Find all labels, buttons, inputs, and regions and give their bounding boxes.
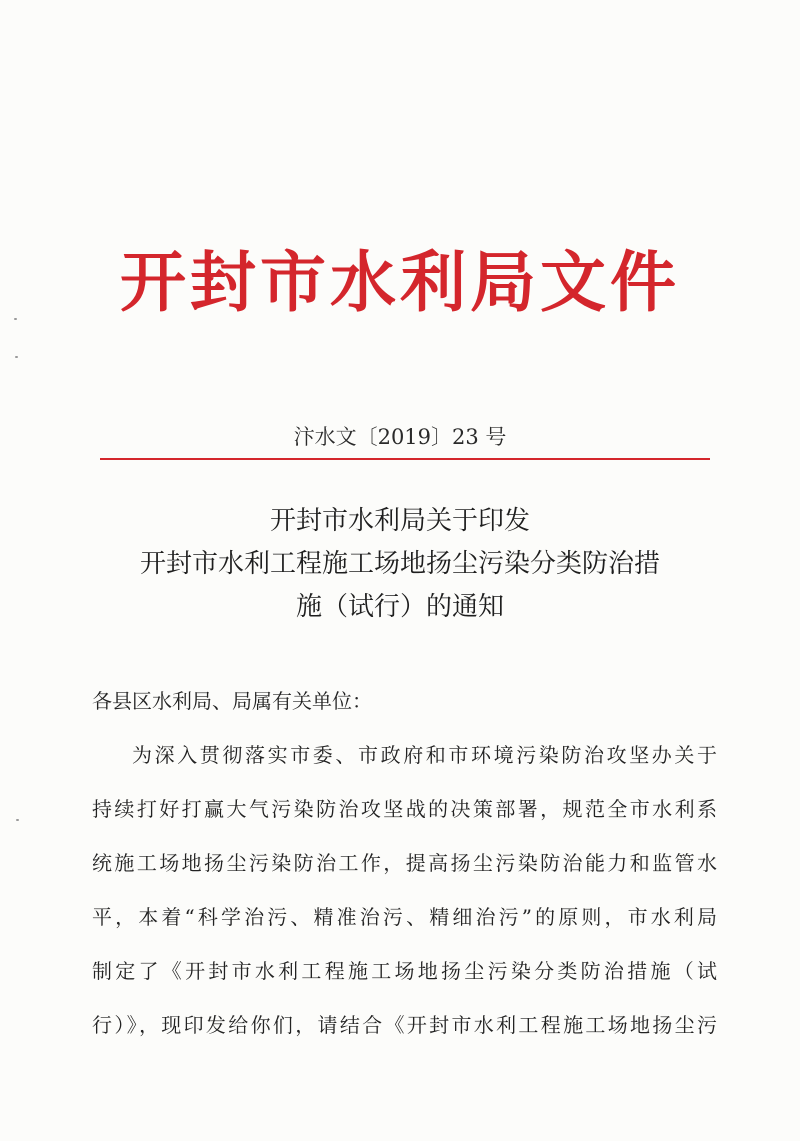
red-divider-line bbox=[100, 458, 710, 460]
document-number: 汴水文〔2019〕23 号 bbox=[293, 425, 507, 449]
notice-title bbox=[0, 500, 800, 629]
title-line-1: 开封市水利局关于印发 bbox=[269, 506, 530, 536]
scan-speck bbox=[16, 819, 19, 821]
body-line: 制定了《开封市水利工程施工场地扬尘污染分类防治措施（试 bbox=[92, 959, 717, 983]
masthead-title: 开封市水利局文件 bbox=[120, 244, 680, 321]
body-line: 为深入贯彻落实市委、市政府和市环境污染防治攻坚办关于 bbox=[132, 743, 717, 767]
body-line: 持续打好打赢大气污染防治攻坚战的决策部署，规范全市水利系 bbox=[92, 797, 717, 821]
scan-speck bbox=[15, 356, 18, 358]
title-line-3: 施（试行）的通知 bbox=[295, 592, 504, 622]
body-line: 统施工场地扬尘污染防治工作，提高扬尘污染防治能力和监管水 bbox=[92, 851, 717, 875]
salutation: 各县区水利局、局属有关单位： bbox=[92, 689, 372, 713]
title-line-2: 开封市水利工程施工场地扬尘污染分类防治措 bbox=[139, 549, 660, 579]
body-line: 平，本着“科学治污、精准治污、精细治污”的原则，市水利局 bbox=[92, 905, 717, 929]
body-line: 行）》，现印发给你们，请结合《开封市水利工程施工场地扬尘污 bbox=[92, 1013, 717, 1037]
